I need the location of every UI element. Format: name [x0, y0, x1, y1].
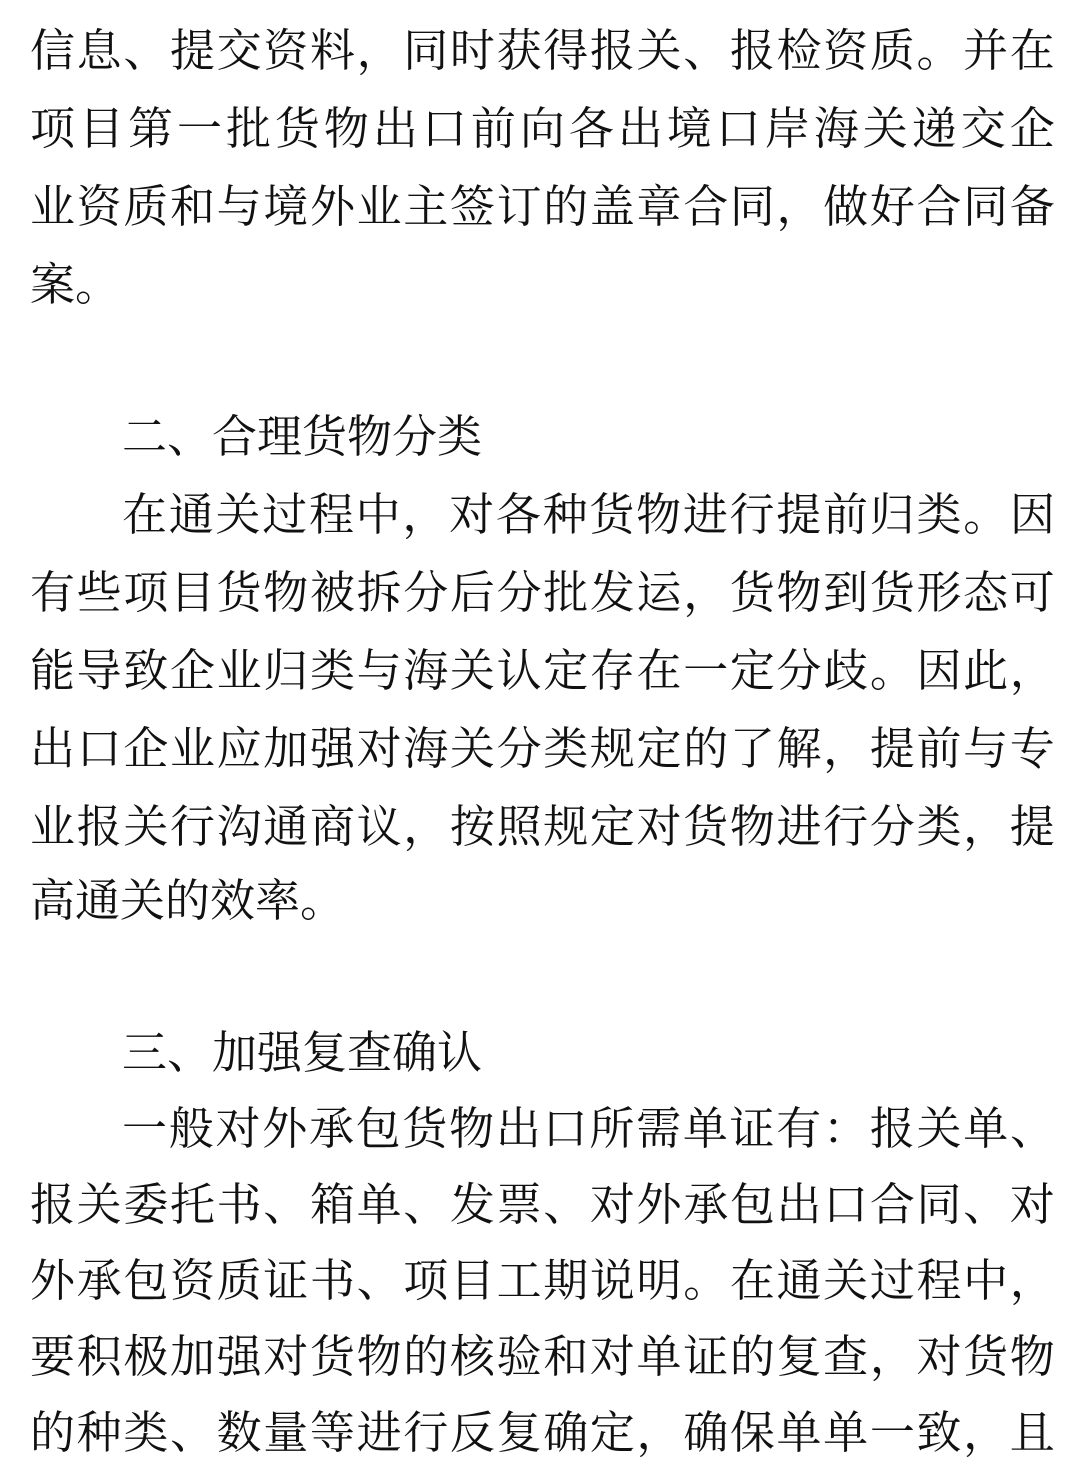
glyph: 时 — [449, 24, 495, 77]
glyph: 对 — [1009, 1178, 1055, 1231]
glyph: 资 — [76, 180, 122, 233]
glyph: 加 — [169, 1330, 215, 1383]
glyph: 般 — [168, 1102, 214, 1155]
glyph: 物 — [323, 102, 369, 155]
glyph: 通 — [776, 1254, 822, 1307]
glyph: 做 — [823, 180, 869, 233]
glyph: 单 — [682, 1102, 728, 1155]
glyph: ， — [636, 1406, 682, 1459]
glyph: 货 — [729, 566, 775, 619]
body-line — [30, 180, 1055, 233]
glyph: 强 — [216, 1330, 262, 1383]
glyph: 程 — [916, 1254, 962, 1307]
glyph: ， — [683, 566, 729, 619]
glyph: 需 — [636, 1102, 682, 1155]
glyph: 章 — [636, 180, 682, 233]
glyph: 数 — [216, 1406, 262, 1459]
glyph: 在 — [729, 1254, 775, 1307]
glyph: 在 — [1009, 24, 1055, 77]
glyph: 前 — [470, 102, 516, 155]
glyph: 中 — [355, 488, 401, 541]
glyph: 物 — [449, 1102, 495, 1155]
glyph: 在 — [636, 644, 682, 697]
glyph: 物 — [776, 566, 822, 619]
glyph: 境 — [666, 102, 712, 155]
glyph: 质 — [216, 1254, 262, 1307]
glyph: 外 — [262, 1102, 308, 1155]
glyph: 货 — [963, 1330, 1009, 1383]
glyph: 对 — [589, 1178, 635, 1231]
glyph: 的 — [683, 722, 729, 775]
glyph: 口 — [542, 1102, 588, 1155]
glyph: 、 — [123, 24, 169, 77]
glyph: 报 — [589, 24, 635, 77]
glyph: 和 — [543, 1330, 589, 1383]
body-line — [122, 488, 1055, 541]
glyph: 有 — [30, 566, 76, 619]
body-line — [30, 566, 1055, 619]
glyph: 中 — [963, 1254, 1009, 1307]
glyph: 物 — [729, 800, 775, 853]
glyph: 确 — [543, 1406, 589, 1459]
glyph: 验 — [496, 1330, 542, 1383]
body-line — [30, 1330, 1055, 1383]
glyph: 企 — [1009, 102, 1055, 155]
glyph: 各 — [495, 488, 541, 541]
glyph: 提 — [1009, 800, 1055, 853]
glyph: ， — [776, 180, 822, 233]
glyph: 且 — [1009, 1406, 1055, 1459]
glyph: 核 — [449, 1330, 495, 1383]
glyph: 对 — [356, 722, 402, 775]
glyph: 物 — [1009, 1330, 1055, 1383]
glyph: 行 — [729, 488, 775, 541]
glyph: 递 — [911, 102, 957, 155]
glyph: 进 — [356, 1406, 402, 1459]
glyph: 因 — [1009, 488, 1055, 541]
glyph: 的 — [543, 180, 589, 233]
body-line — [30, 800, 1055, 853]
body-line — [122, 1102, 1055, 1155]
glyph: 归 — [869, 488, 915, 541]
glyph: 订 — [496, 180, 542, 233]
glyph: 议 — [356, 800, 402, 853]
glyph: 所 — [589, 1102, 635, 1155]
glyph: 归 — [263, 644, 309, 697]
glyph: 反 — [449, 1406, 495, 1459]
glyph: ， — [1009, 644, 1055, 697]
glyph: 对 — [215, 1102, 261, 1155]
glyph: 应 — [216, 722, 262, 775]
glyph: 项 — [403, 1254, 449, 1307]
glyph: 的 — [403, 1330, 449, 1383]
body-line — [30, 1254, 1055, 1307]
glyph: 单 — [776, 1406, 822, 1459]
glyph: 货 — [869, 566, 915, 619]
glyph: 、 — [963, 1178, 1009, 1231]
glyph: 强 — [309, 722, 355, 775]
glyph: 目 — [449, 1254, 495, 1307]
glyph: ， — [1009, 1254, 1055, 1307]
section-heading: 二、合理货物分类 — [122, 410, 483, 463]
body-line: 案。 — [30, 258, 121, 311]
glyph: 承 — [683, 1178, 729, 1231]
glyph: ， — [356, 24, 402, 77]
glyph: 定 — [543, 644, 589, 697]
glyph: 运 — [636, 566, 682, 619]
glyph: 认 — [496, 644, 542, 697]
glyph: 后 — [449, 566, 495, 619]
glyph: 对 — [589, 1330, 635, 1383]
glyph: 保 — [729, 1406, 775, 1459]
glyph: 关 — [76, 1178, 122, 1231]
glyph: 出 — [617, 102, 663, 155]
glyph: 承 — [76, 1254, 122, 1307]
glyph: 一 — [176, 102, 222, 155]
glyph: 关 — [823, 1254, 869, 1307]
glyph: 提 — [169, 24, 215, 77]
body-line — [30, 1406, 1055, 1459]
body-line — [30, 102, 1055, 155]
glyph: 盖 — [589, 180, 635, 233]
glyph: 对 — [263, 1330, 309, 1383]
glyph: 期 — [543, 1254, 589, 1307]
glyph: 同 — [963, 180, 1009, 233]
glyph: 此 — [963, 644, 1009, 697]
glyph: 了 — [729, 722, 775, 775]
glyph: 对 — [916, 1330, 962, 1383]
glyph: 解 — [776, 722, 822, 775]
glyph: 资 — [169, 1254, 215, 1307]
glyph: 委 — [123, 1178, 169, 1231]
glyph: 类 — [309, 644, 355, 697]
glyph: 。 — [683, 1254, 729, 1307]
glyph: 包 — [355, 1102, 401, 1155]
glyph: 报 — [76, 800, 122, 853]
glyph: 批 — [543, 566, 589, 619]
glyph: 交 — [216, 24, 262, 77]
glyph: 提 — [776, 488, 822, 541]
glyph: ： — [823, 1102, 869, 1155]
glyph: 类 — [543, 722, 589, 775]
glyph: 查 — [823, 1330, 869, 1383]
glyph: 关 — [123, 800, 169, 853]
glyph: 量 — [263, 1406, 309, 1459]
glyph: 书 — [309, 1254, 355, 1307]
glyph: 资 — [823, 24, 869, 77]
glyph: 积 — [76, 1330, 122, 1383]
glyph: 复 — [496, 1406, 542, 1459]
glyph: 工 — [496, 1254, 542, 1307]
glyph: 形 — [916, 566, 962, 619]
glyph: 单 — [963, 1102, 1009, 1155]
body-line: 高通关的效率。 — [30, 874, 346, 927]
glyph: 口 — [823, 1178, 869, 1231]
glyph: 确 — [683, 1406, 729, 1459]
glyph: 目 — [169, 566, 215, 619]
glyph: 证 — [683, 1330, 729, 1383]
body-line — [30, 1178, 1055, 1231]
glyph: 通 — [168, 488, 214, 541]
glyph: 发 — [449, 1178, 495, 1231]
glyph: ， — [869, 1330, 915, 1383]
glyph: 海 — [403, 722, 449, 775]
glyph: 业 — [356, 180, 402, 233]
glyph: 、 — [169, 1406, 215, 1459]
glyph: 好 — [869, 180, 915, 233]
glyph: 业 — [169, 722, 215, 775]
glyph: 照 — [496, 800, 542, 853]
glyph: 。 — [869, 644, 915, 697]
glyph: 物 — [636, 488, 682, 541]
glyph: 资 — [263, 24, 309, 77]
glyph: 得 — [543, 24, 589, 77]
glyph: 一 — [869, 1406, 915, 1459]
glyph: 通 — [263, 800, 309, 853]
glyph: 定 — [589, 800, 635, 853]
glyph: 、 — [403, 1178, 449, 1231]
body-line — [30, 24, 1055, 77]
glyph: 极 — [123, 1330, 169, 1383]
glyph: 口 — [76, 722, 122, 775]
body-line — [30, 722, 1055, 775]
glyph: 定 — [729, 644, 775, 697]
glyph: 信 — [30, 24, 76, 77]
glyph: 关 — [862, 102, 908, 155]
glyph: 包 — [123, 1254, 169, 1307]
glyph: 说 — [589, 1254, 635, 1307]
glyph: 外 — [309, 180, 355, 233]
glyph: 商 — [309, 800, 355, 853]
glyph: 项 — [30, 102, 76, 155]
glyph: 按 — [449, 800, 495, 853]
glyph: 书 — [216, 1178, 262, 1231]
glyph: 关 — [215, 488, 261, 541]
glyph: 有 — [776, 1102, 822, 1155]
glyph: 签 — [449, 180, 495, 233]
glyph: 业 — [30, 800, 76, 853]
glyph: 同 — [916, 1178, 962, 1231]
glyph: 出 — [776, 1178, 822, 1231]
glyph: 类 — [916, 488, 962, 541]
glyph: 类 — [123, 1406, 169, 1459]
glyph: 岸 — [764, 102, 810, 155]
glyph: 获 — [496, 24, 542, 77]
glyph: 可 — [1009, 566, 1055, 619]
glyph: 外 — [30, 1254, 76, 1307]
glyph: 海 — [813, 102, 859, 155]
glyph: 、 — [1009, 1102, 1055, 1155]
glyph: ， — [823, 722, 869, 775]
glyph: 料 — [309, 24, 355, 77]
glyph: 各 — [568, 102, 614, 155]
glyph: 与 — [356, 644, 402, 697]
glyph: 境 — [263, 180, 309, 233]
glyph: ， — [963, 1406, 1009, 1459]
glyph: 专 — [1009, 722, 1055, 775]
glyph: 存 — [589, 644, 635, 697]
glyph: 企 — [123, 722, 169, 775]
glyph: 息 — [76, 24, 122, 77]
glyph: 外 — [636, 1178, 682, 1231]
glyph: 物 — [263, 566, 309, 619]
glyph: 项 — [123, 566, 169, 619]
glyph: 分 — [496, 566, 542, 619]
glyph: 歧 — [823, 644, 869, 697]
glyph: 备 — [1009, 180, 1055, 233]
glyph: 、 — [356, 1254, 402, 1307]
glyph: 托 — [169, 1178, 215, 1231]
glyph: 质 — [123, 180, 169, 233]
glyph: 种 — [542, 488, 588, 541]
glyph: 分 — [403, 566, 449, 619]
glyph: 物 — [356, 1330, 402, 1383]
glyph: 和 — [169, 180, 215, 233]
glyph: 拆 — [356, 566, 402, 619]
glyph: 报 — [729, 24, 775, 77]
glyph: 单 — [356, 1178, 402, 1231]
glyph: 并 — [963, 24, 1009, 77]
glyph: 承 — [308, 1102, 354, 1155]
glyph: 货 — [216, 566, 262, 619]
glyph: 要 — [30, 1330, 76, 1383]
glyph: 报 — [30, 1178, 76, 1231]
glyph: 。 — [916, 24, 962, 77]
glyph: 、 — [263, 1178, 309, 1231]
glyph: 口 — [421, 102, 467, 155]
glyph: ， — [963, 800, 1009, 853]
glyph: 前 — [823, 488, 869, 541]
glyph: 、 — [543, 1178, 589, 1231]
glyph: 关 — [916, 1102, 962, 1155]
glyph: 货 — [309, 1330, 355, 1383]
glyph: 一 — [122, 1102, 168, 1155]
glyph: 复 — [776, 1330, 822, 1383]
glyph: 批 — [225, 102, 271, 155]
glyph: 。 — [963, 488, 1009, 541]
glyph: 包 — [729, 1178, 775, 1231]
glyph: 到 — [823, 566, 869, 619]
glyph: 证 — [263, 1254, 309, 1307]
glyph: 明 — [636, 1254, 682, 1307]
glyph: 检 — [776, 24, 822, 77]
glyph: 关 — [636, 24, 682, 77]
glyph: 行 — [403, 1406, 449, 1459]
glyph: 的 — [729, 1330, 775, 1383]
glyph: 前 — [916, 722, 962, 775]
glyph: 加 — [263, 722, 309, 775]
glyph: 导 — [76, 644, 122, 697]
glyph: 的 — [30, 1406, 76, 1459]
glyph: 出 — [30, 722, 76, 775]
glyph: 出 — [495, 1102, 541, 1155]
glyph: 行 — [169, 800, 215, 853]
glyph: 分 — [496, 722, 542, 775]
glyph: 票 — [496, 1178, 542, 1231]
glyph: 程 — [308, 488, 354, 541]
glyph: ， — [402, 488, 448, 541]
glyph: 些 — [76, 566, 122, 619]
glyph: 向 — [519, 102, 565, 155]
glyph: 定 — [589, 1406, 635, 1459]
glyph: 出 — [372, 102, 418, 155]
glyph: 合 — [869, 1178, 915, 1231]
glyph: 口 — [715, 102, 761, 155]
glyph: 对 — [636, 800, 682, 853]
glyph: 进 — [776, 800, 822, 853]
glyph: 发 — [589, 566, 635, 619]
glyph: 报 — [869, 1102, 915, 1155]
glyph: 同 — [403, 24, 449, 77]
glyph: 箱 — [309, 1178, 355, 1231]
glyph: 合 — [916, 180, 962, 233]
glyph: 与 — [963, 722, 1009, 775]
glyph: 证 — [729, 1102, 775, 1155]
glyph: 类 — [916, 800, 962, 853]
glyph: 业 — [30, 180, 76, 233]
glyph: 关 — [449, 644, 495, 697]
glyph: 企 — [169, 644, 215, 697]
glyph: 交 — [960, 102, 1006, 155]
glyph: 分 — [869, 800, 915, 853]
glyph: 货 — [589, 488, 635, 541]
glyph: 第 — [127, 102, 173, 155]
glyph: 业 — [216, 644, 262, 697]
glyph: 行 — [823, 800, 869, 853]
glyph: 货 — [402, 1102, 448, 1155]
glyph: 致 — [123, 644, 169, 697]
glyph: ， — [403, 800, 449, 853]
glyph: 进 — [682, 488, 728, 541]
glyph: 定 — [636, 722, 682, 775]
glyph: 过 — [262, 488, 308, 541]
glyph: 分 — [776, 644, 822, 697]
glyph: 态 — [963, 566, 1009, 619]
glyph: 海 — [403, 644, 449, 697]
glyph: 质 — [869, 24, 915, 77]
body-line — [30, 644, 1055, 697]
glyph: 提 — [869, 722, 915, 775]
glyph: 与 — [216, 180, 262, 233]
glyph: 目 — [78, 102, 124, 155]
glyph: 一 — [683, 644, 729, 697]
glyph: 规 — [543, 800, 589, 853]
section-heading: 三、加强复查确认 — [122, 1026, 483, 1079]
glyph: 规 — [589, 722, 635, 775]
glyph: 过 — [869, 1254, 915, 1307]
glyph: 货 — [274, 102, 320, 155]
glyph: 等 — [309, 1406, 355, 1459]
glyph: 沟 — [216, 800, 262, 853]
glyph: 、 — [683, 24, 729, 77]
glyph: 对 — [449, 488, 495, 541]
glyph: 单 — [823, 1406, 869, 1459]
glyph: 致 — [916, 1406, 962, 1459]
glyph: 种 — [76, 1406, 122, 1459]
glyph: 被 — [309, 566, 355, 619]
glyph: 货 — [683, 800, 729, 853]
glyph: 单 — [636, 1330, 682, 1383]
glyph: 能 — [30, 644, 76, 697]
glyph: 关 — [449, 722, 495, 775]
glyph: 同 — [729, 180, 775, 233]
glyph: 主 — [403, 180, 449, 233]
glyph: 在 — [122, 488, 168, 541]
glyph: 因 — [916, 644, 962, 697]
glyph: 合 — [683, 180, 729, 233]
